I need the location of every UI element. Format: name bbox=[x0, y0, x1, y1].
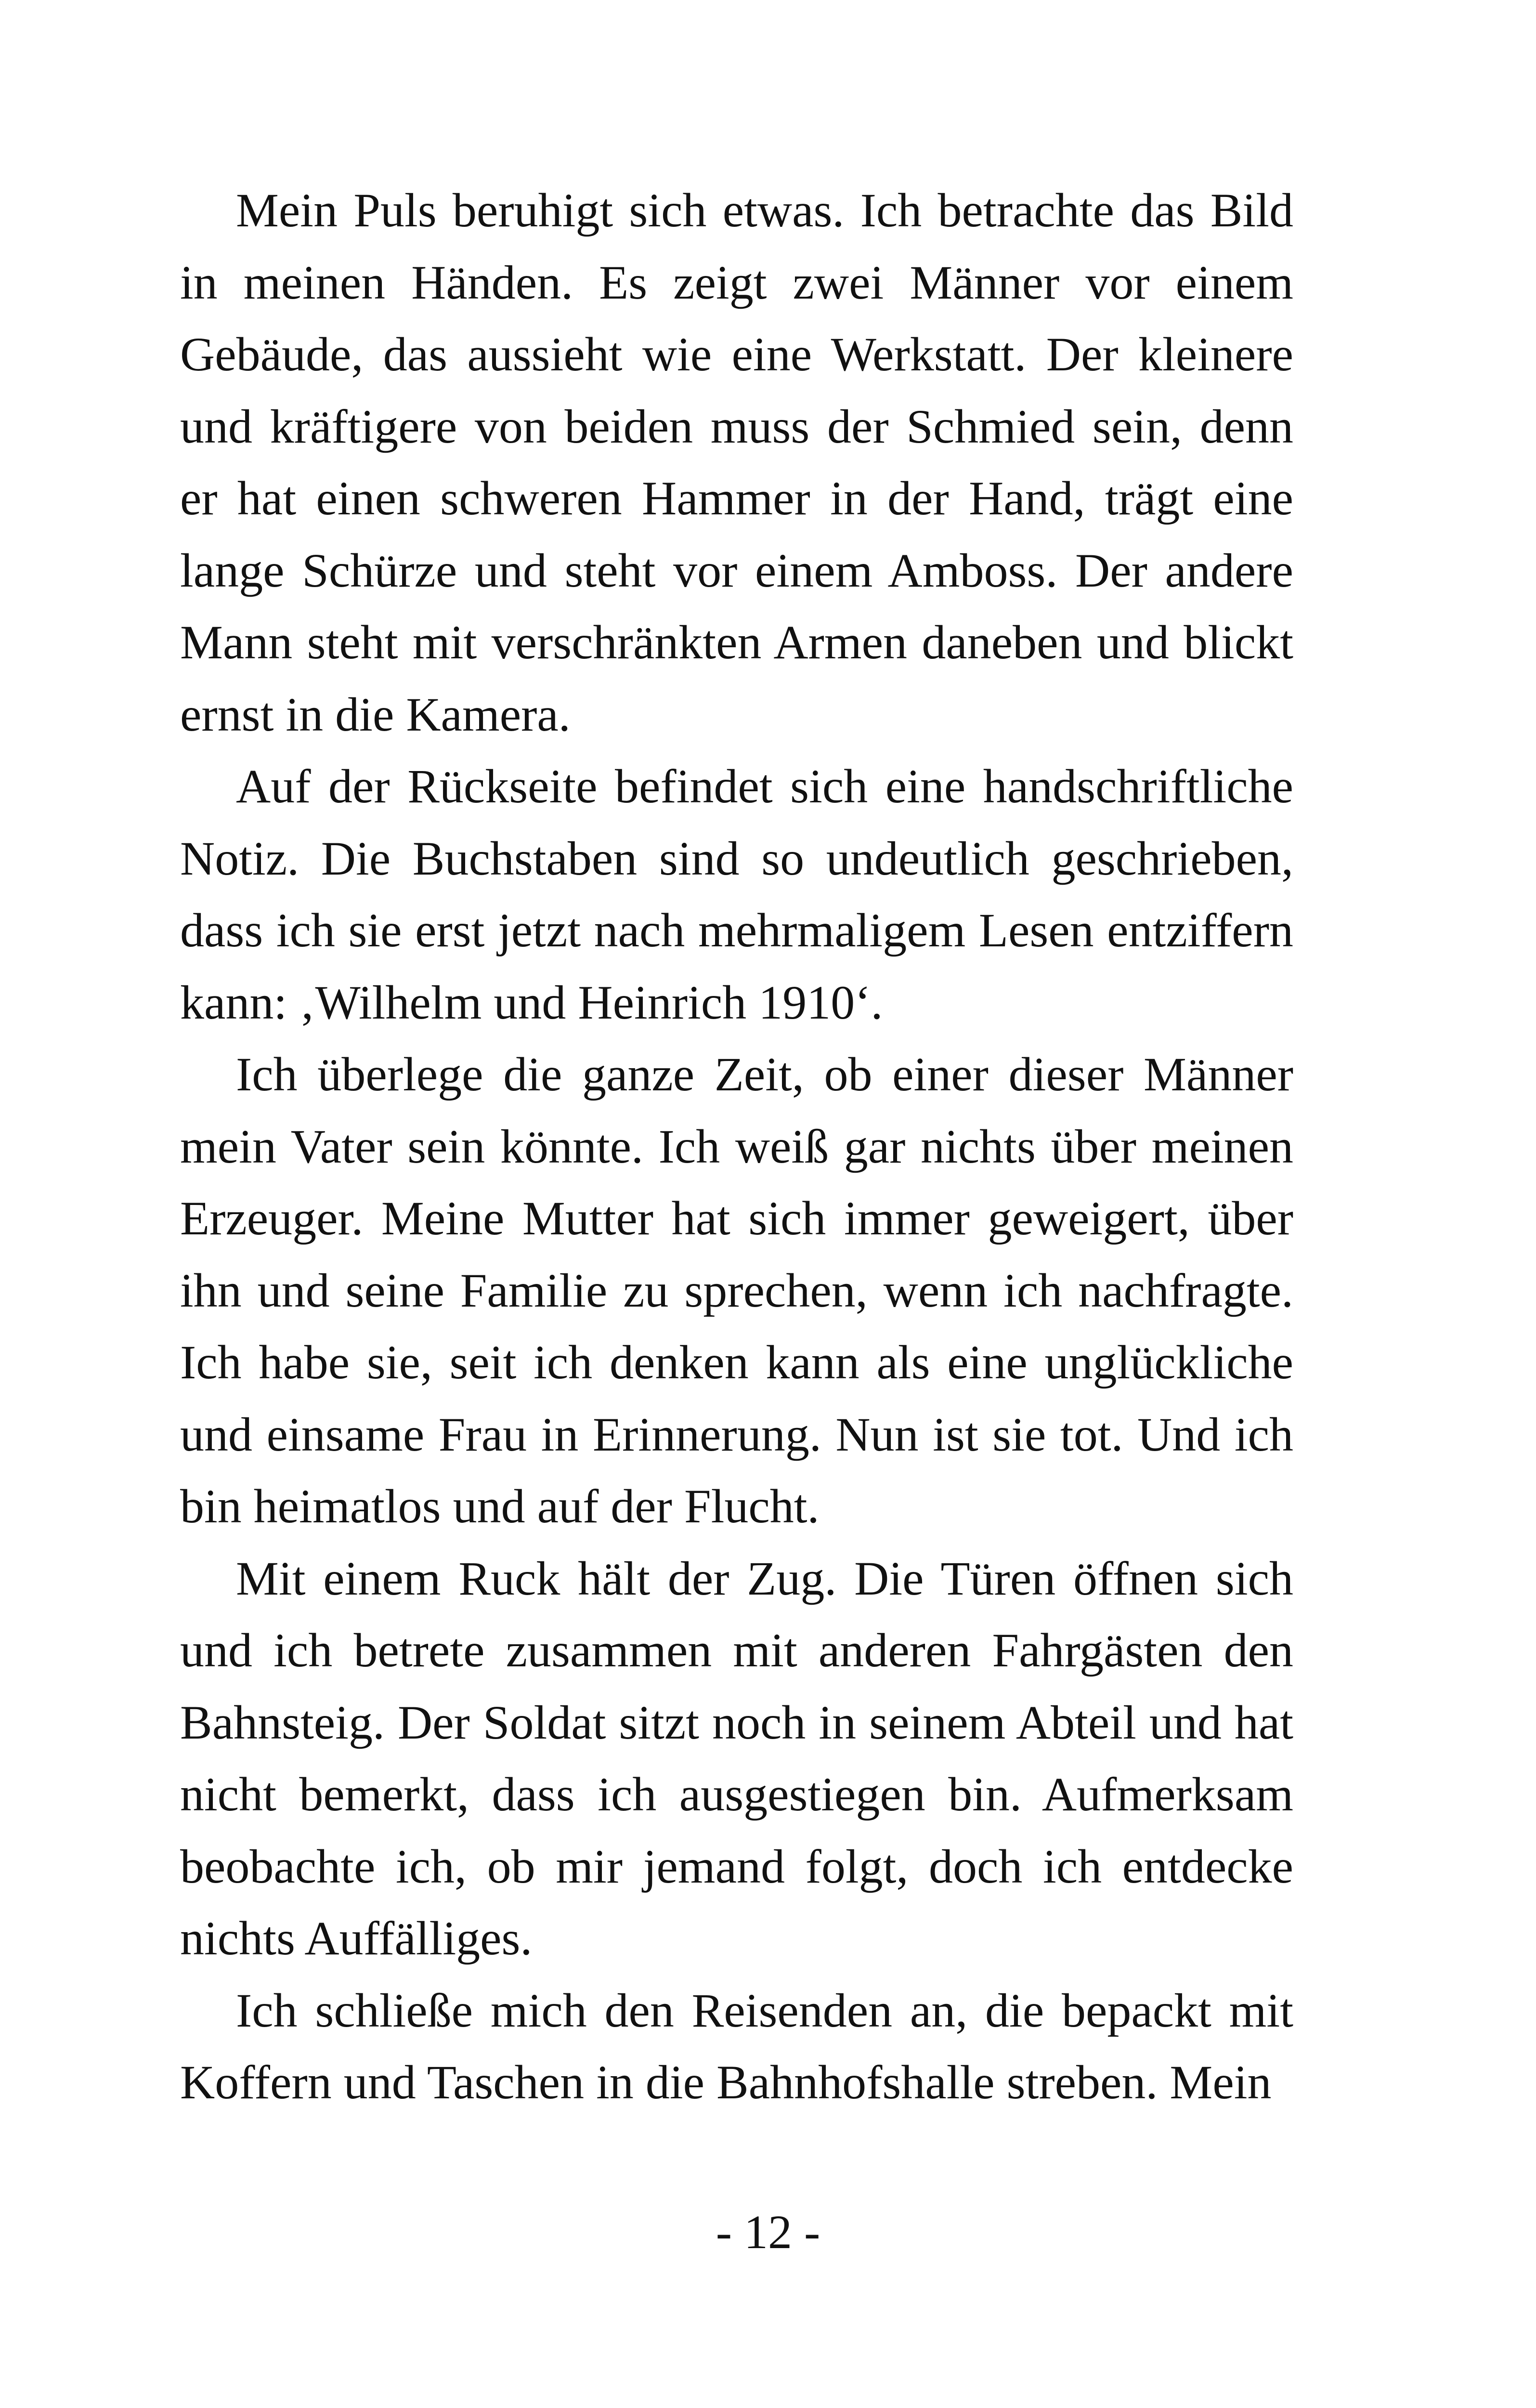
body-text bbox=[180, 174, 1293, 2119]
paragraph-handwritten-note: Auf der Rückseite befindet sich eine handschriftliche Notiz. Die Buchstaben sind so undeutlich geschrieben, dass ich sie erst jetzt nach mehrmaligem Lesen entziffern kann: ‚Wilhelm und Heinrich 1910‘. bbox=[180, 759, 1293, 1029]
paragraph-photo-description: Mein Puls beruhigt sich etwas. Ich betrachte das Bild in meinen Händen. Es zeigt zwei Männer vor einem Gebäude, das aussieht wie eine Werkstatt. Der kleinere und kräftigere von beiden muss der Schmied sein, denn er hat einen schweren Hammer in der Hand, trägt eine lange Schürze und steht vor einem Amboss. Der andere Mann steht mit verschränkten Armen daneben und blickt ernst in die Kamera. bbox=[180, 183, 1293, 741]
paragraph-station-hall: Ich schließe mich den Reisenden an, die bepackt mit Koffern und Taschen in die Bahnhofshalle streben. Mein bbox=[180, 1983, 1293, 2109]
paragraph-train-arrival: Mit einem Ruck hält der Zug. Die Türen öffnen sich und ich betrete zusammen mit anderen Fahrgästen den Bahnsteig. Der Soldat sitzt noch in seinem Abteil und hat nicht bemerkt, dass ich ausgestiegen bin. Aufmerksam beobachte ich, ob mir jemand folgt, doch ich entdecke nichts Auffälliges. bbox=[180, 1551, 1293, 1965]
page-number: - 12 - bbox=[716, 2205, 820, 2259]
paragraph-father-thoughts: Ich überlege die ganze Zeit, ob einer dieser Männer mein Vater sein könnte. Ich weiß gar nichts über meinen Erzeuger. Meine Mutter hat sich immer geweigert, über ihn und seine Familie zu sprechen, wenn ich nachfragte. Ich habe sie, seit ich denken kann als eine unglückliche und einsame Frau in Erinnerung. Nun ist sie tot. Und ich bin heimatlos und auf der Flucht. bbox=[180, 1047, 1293, 1533]
